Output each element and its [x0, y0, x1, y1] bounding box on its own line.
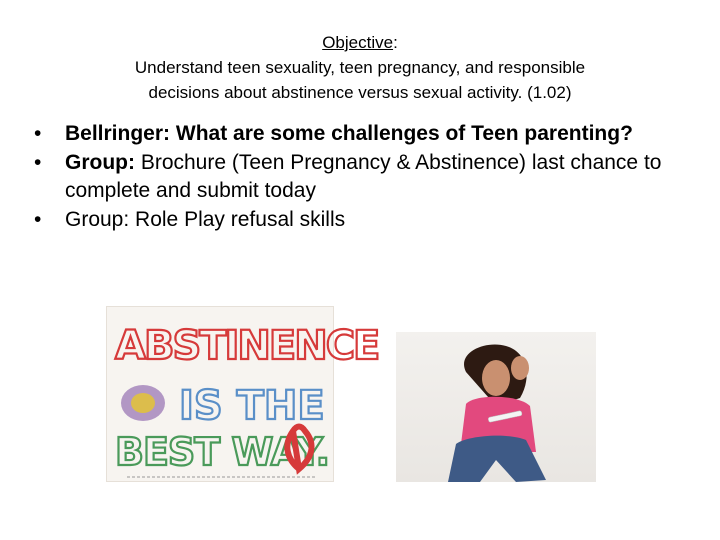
bullet-list — [30, 120, 700, 235]
poster-drawing — [107, 307, 379, 481]
poster-line-1: ABSTINENCE — [115, 323, 379, 369]
bullet-item — [30, 120, 700, 148]
objective-line-1: Understand teen sexuality, teen pregnancy, and responsible — [134, 58, 586, 77]
bullet-marker: • — [34, 151, 42, 174]
objective-heading-line — [40, 30, 680, 55]
bullet-item — [30, 206, 700, 234]
teen-pregnancy-photo — [396, 332, 596, 482]
poster-line-2: IS THE — [179, 383, 325, 429]
bullet-label: Bellringer: — [65, 122, 171, 145]
bullet-marker: • — [34, 122, 42, 145]
butterfly-icon-center — [131, 393, 155, 413]
objective-block — [40, 30, 680, 105]
objective-line-2: decisions about abstinence versus sexual activity. (1.02) — [148, 83, 572, 102]
bullet-text: Brochure (Teen Pregnancy & Abstinence) last chance to complete and submit today — [65, 151, 662, 202]
bullet-label: Group: — [65, 151, 135, 174]
photo-illustration — [396, 332, 596, 482]
bullet-text: Role Play refusal skills — [135, 208, 346, 231]
objective-heading: Objective — [322, 33, 394, 52]
objective-heading-colon: : — [393, 33, 398, 52]
poster-line-3: BEST WAY. — [115, 430, 330, 474]
bullet-marker: • — [34, 208, 42, 231]
bullet-item — [30, 149, 700, 205]
bullet-label: Group: — [65, 208, 130, 231]
bullet-text: What are some challenges of Teen parenting? — [175, 122, 633, 145]
face-shape — [482, 360, 510, 396]
abstinence-poster-image — [106, 306, 379, 482]
hand-shape — [511, 356, 529, 380]
